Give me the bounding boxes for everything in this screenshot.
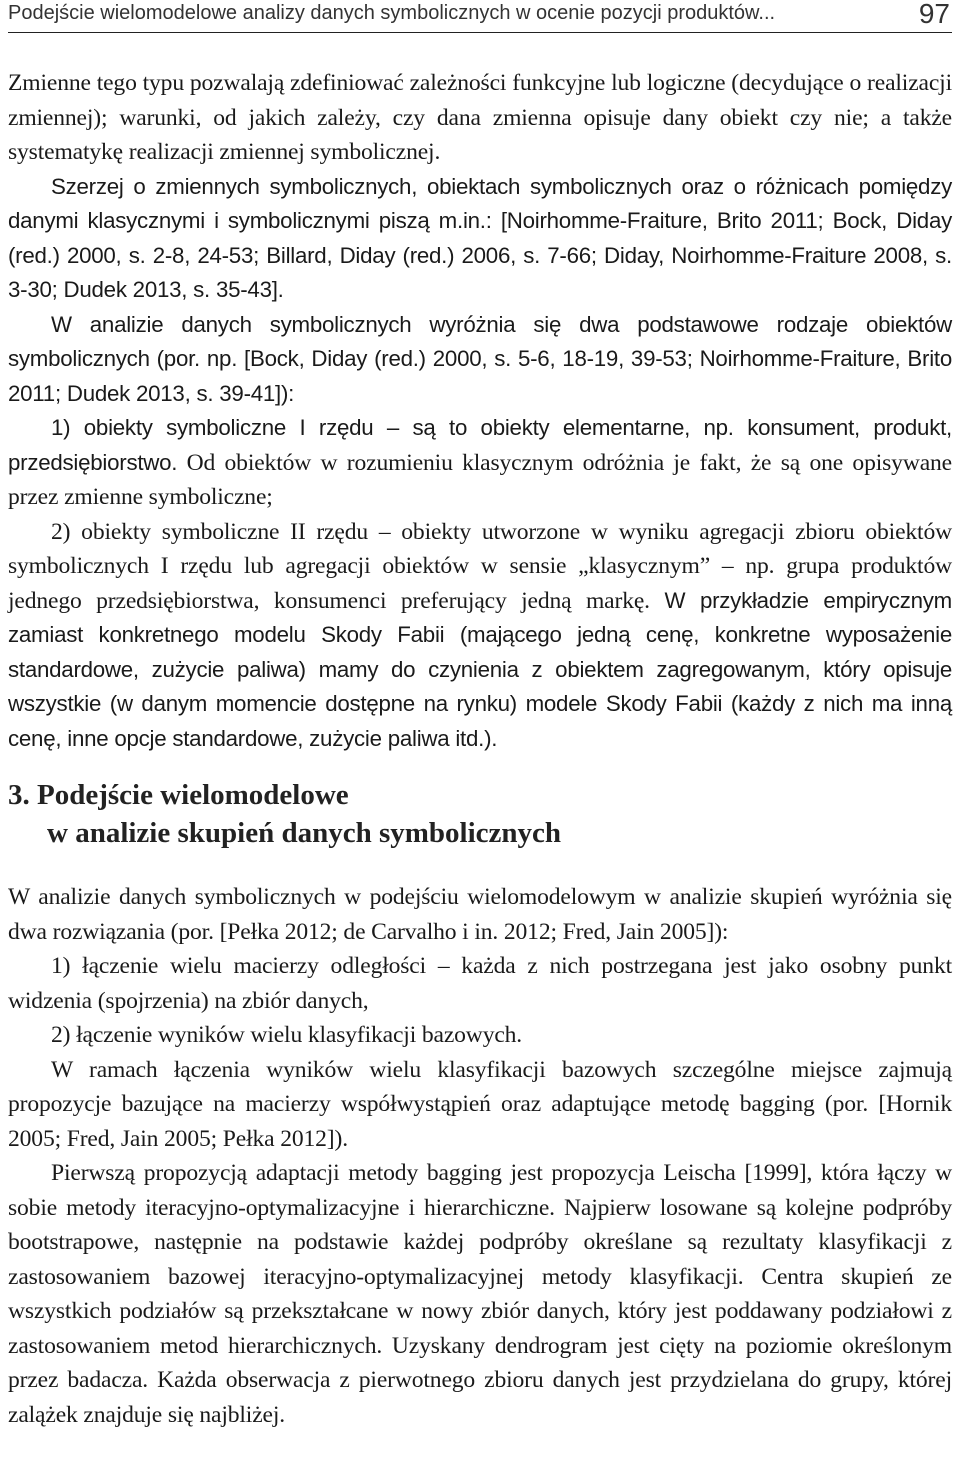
list-item-text: W przykładzie empirycznym zamiast konkretnego modelu Skody Fabii (mającego jedną cenę, konkretne wyposażenie standardowe, zużycie paliwa) mamy do czynienia z obiektem zagregowanym, który opisuje wszystkie (w danym momencie dostępne na rynku) modele Skody Fabii (każdy z nich ma inną cenę, inne opcje standardowe, zużycie paliwa itd.). [8,587,952,751]
list-item-text: 2) obiekty symboliczne II rzędu – obiekty utworzone w wyniku agregacji zbioru obiektów symbolicznych I rzędu lub agregacji obiektów w sensie „klasycznym” – np. grupa produktów jednego przedsiębiorstwa, konsumenci preferujący jedną markę. [8,518,952,614]
paragraph-text: Zmienne tego typu pozwalają zdefiniować zależności funkcyjne lub logiczne (decydujące o realizacji zmiennej); warunki, od jakich zależy, czy dana zmienna opisuje dany obiekt czy nie; a także systematykę realizacji zmiennej symbolicznej. [8,70,952,165]
paragraph: W analizie danych symbolicznych wyróżnia się dwa podstawowe rodzaje obiektów symbolicznych (por. np. [Bock, Diday (red.) 2000, s. 5-6, 18-19, 39-53; Noirhomme-Fraiture, Brito 2011; Dudek 2013, s. 39-41]): [8,311,952,406]
page-body [8,66,952,1432]
paragraph: W ramach łączenia wyników wielu klasyfikacji bazowych szczególne miejsce zajmują propozycje bazujące na macierzy współwystąpień oraz adaptujące metodę bagging (por. [Hornik 2005; Fred, Jain 2005; Pełka 2012]). [8,1056,952,1152]
list-item-text: 1) obiekty symboliczne I rzędu – są to obiekty elementarne, np. konsument, produkt, przedsiębiorstwo. [8,415,952,475]
paragraph: W analizie danych symbolicznych w podejściu wielomodelowym w analizie skupień wyróżnia się dwa rozwiązania (por. [Pełka 2012; de Carvalho i in. 2012; Fred, Jain 2005]): [8,884,952,945]
section-heading-line: w analizie skupień danych symbolicznych [47,817,562,849]
list-item: 2) łączenie wyników wielu klasyfikacji bazowych. [51,1022,523,1048]
list-item [8,411,952,515]
section-heading [8,776,952,852]
page-number: 97 [918,0,950,29]
running-title: Podejście wielomodelowe analizy danych symbolicznych w ocenie pozycji produktów... [8,2,776,24]
running-header [8,0,952,33]
list-item: 1) łączenie wielu macierzy odległości – każda z nich postrzegana jest jako osobny punkt widzenia (spojrzenia) na zbiór danych, [8,953,952,1014]
list-item [8,515,952,757]
section-heading-line: 3. Podejście wielomodelowe [8,779,349,811]
list-item-text: Od obiektów w rozumieniu klasycznym odróżnia je fakt, że są one opisywane przez zmienne symboliczne; [8,449,952,510]
paragraph: Szerzej o zmiennych symbolicznych, obiektach symbolicznych oraz o różnicach pomiędzy danymi klasycznymi i symbolicznymi piszą m.in.: [Noirhomme-Fraiture, Brito 2011; Bock, Diday (red.) 2000, s. 2-8, 24-53; Billard, Diday (red.) 2006, s. 7-66; Diday, Noirhomme-Fraiture 2008, s. 3-30; Dudek 2013, s. 35-43]. [8,173,952,302]
paragraph: Pierwszą propozycją adaptacji metody bagging jest propozycja Leischa [1999], która łączy w sobie metody iteracyjno-optymalizacyjne i hierarchiczne. Najpierw losowane są kolejne podpróby bootstrapowe, następnie na podstawie każdej podpróby określane są rezultaty klasyfikacji z zastosowaniem bazowej iteracyjno-optymalizacyjnej metody klasyfikacji. Centra skupień ze wszystkich podziałów są przekształcane w nowy zbiór danych, który jest poddawany podziałowi z zastosowaniem metod hierarchicznych. Uzyskany dendrogram jest cięty na poziomie określonym przez badacza. Każda obserwacja z pierwotnego zbioru danych jest przydzielana do grupy, której zalążek znajduje się najbliżej. [8,1160,952,1428]
paragraph [8,66,952,170]
